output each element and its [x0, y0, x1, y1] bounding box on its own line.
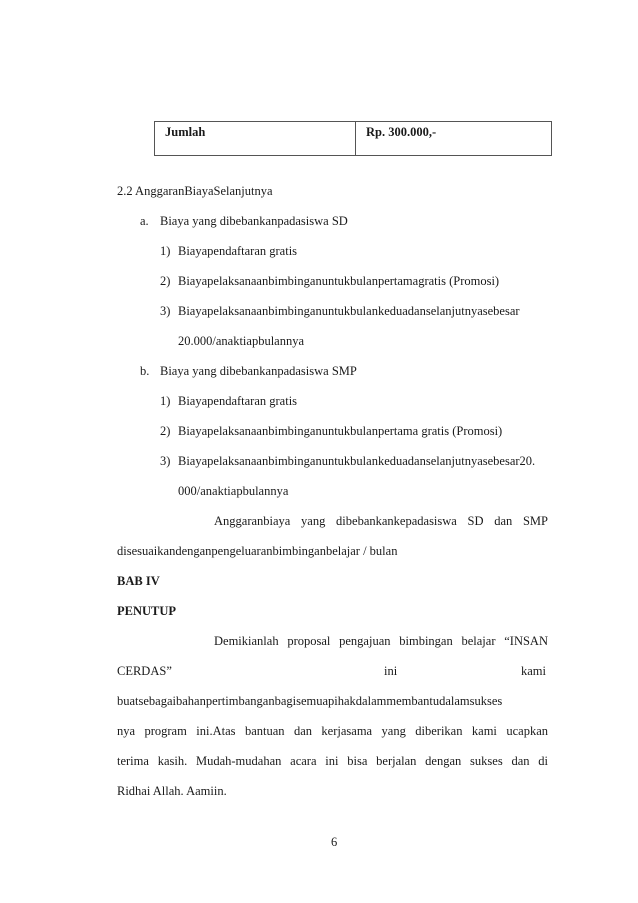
budget-note-line1: Anggaranbiaya yang dibebankankepadasiswa SD dan SMP	[214, 514, 548, 528]
total-label-cell: Jumlah	[155, 122, 356, 156]
item-b-sub2-text: Biayapelaksanaanbimbinganuntukbulanpertama gratis (Promosi)	[178, 424, 503, 438]
chapter-heading: BAB IV	[117, 574, 160, 588]
item-a-sub2-num: 2)	[160, 274, 171, 288]
item-b-text: Biaya yang dibebankanpadasiswa SMP	[160, 364, 357, 378]
budget-note-line2: disesuaikandenganpengeluaranbimbinganbelajar / bulan	[117, 544, 398, 558]
closing-line5: terima kasih. Mudah-mudahan acara ini bisa berjalan dengan sukses dan di	[117, 754, 548, 768]
item-a-sub1-num: 1)	[160, 244, 171, 258]
page-number: 6	[331, 835, 338, 849]
item-a-sub2-text: Biayapelaksanaanbimbinganuntukbulanpertamagratis (Promosi)	[178, 274, 500, 288]
item-b-sub1-text: Biayapendaftaran gratis	[178, 394, 298, 408]
chapter-title: PENUTUP	[117, 604, 177, 618]
item-a-sub3-text: Biayapelaksanaanbimbinganuntukbulankeduadanselanjutnyasebesar	[178, 304, 520, 318]
item-a-sub1-text: Biayapendaftaran gratis	[178, 244, 298, 258]
item-b-sub1-num: 1)	[160, 394, 171, 408]
item-b-sub3-cont: 000/anaktiapbulannya	[178, 484, 289, 498]
closing-line3: buatsebagaibahanpertimbanganbagisemuapihakdalammembantudalamsukses	[117, 694, 503, 708]
closing-line1: Demikianlah proposal pengajuan bimbingan belajar “INSAN	[214, 634, 548, 648]
item-b-sub3-text: Biayapelaksanaanbimbinganuntukbulankeduadanselanjutnyasebesar20.	[178, 454, 536, 468]
item-b-sub2-num: 2)	[160, 424, 171, 438]
item-a-label: a.	[140, 214, 149, 228]
item-a-sub3-cont: 20.000/anaktiapbulannya	[178, 334, 305, 348]
item-b-sub3-num: 3)	[160, 454, 171, 468]
total-value-cell: Rp. 300.000,-	[356, 122, 552, 156]
closing-line6: Ridhai Allah. Aamiin.	[117, 784, 227, 798]
section-title: 2.2 AnggaranBiayaSelanjutnya	[117, 184, 273, 198]
closing-line2c: kami	[521, 664, 546, 678]
table-row	[155, 122, 552, 156]
closing-line2b: ini	[384, 664, 398, 678]
item-a-text: Biaya yang dibebankanpadasiswa SD	[160, 214, 348, 228]
item-b-label: b.	[140, 364, 150, 378]
closing-line2a: CERDAS”	[117, 664, 172, 678]
item-a-sub3-num: 3)	[160, 304, 171, 318]
closing-line4: nya program ini.Atas bantuan dan kerjasama yang diberikan kami ucapkan	[117, 724, 548, 738]
summary-table	[154, 121, 552, 156]
